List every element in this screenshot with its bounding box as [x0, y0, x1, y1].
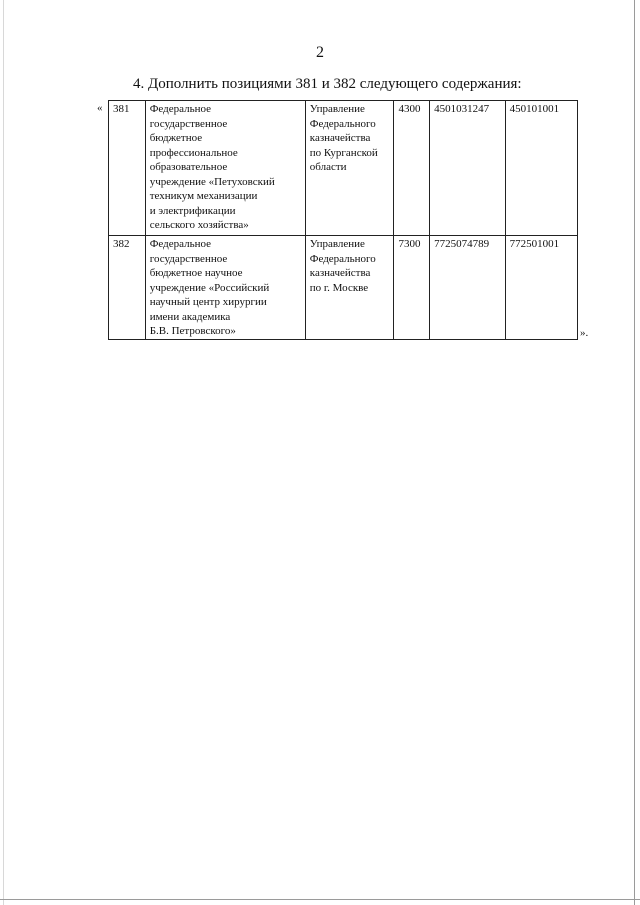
- treasury-code-cell: [394, 101, 430, 236]
- inn-cell: [430, 236, 505, 340]
- position-number: 382: [113, 238, 130, 250]
- inn-value: 7725074789: [434, 238, 490, 250]
- institution-name: Федеральное государственное бюджетное научное учреждение «Российский научный центр хирургии имени академика Б.В. Петровского»: [149, 238, 270, 337]
- treasury-code: 4300: [398, 103, 421, 115]
- position-number: 381: [113, 103, 130, 115]
- kpp-value: 450101001: [509, 103, 560, 115]
- table-row: [109, 236, 578, 340]
- treasury-code: 7300: [398, 238, 421, 250]
- treasury-body-cell: [305, 101, 394, 236]
- scan-edge-left: [3, 0, 4, 905]
- treasury-body-cell: [305, 236, 394, 340]
- institution-name-cell: [145, 101, 305, 236]
- kpp-cell: [505, 101, 577, 236]
- institution-name: Федеральное государственное бюджетное профессиональное образовательное учреждение «Петуховский техникум механизации и электрификации сельского хозяйства»: [149, 103, 275, 231]
- positions-table: [108, 100, 578, 340]
- position-number-cell: [109, 236, 146, 340]
- amendment-instruction: 4. Дополнить позициями 381 и 382 следующего содержания:: [133, 76, 522, 92]
- closing-quote-mark: ».: [580, 327, 589, 339]
- kpp-cell: [505, 236, 577, 340]
- opening-quote-mark: «: [97, 102, 103, 114]
- inn-cell: [430, 101, 505, 236]
- inn-value: 4501031247: [434, 103, 490, 115]
- kpp-value: 772501001: [509, 238, 560, 250]
- table-row: [109, 101, 578, 236]
- treasury-code-cell: [394, 236, 430, 340]
- treasury-body: Управление Федерального казначейства по Курганской области: [309, 103, 378, 173]
- scan-edge-bottom: [0, 899, 640, 900]
- page-number: 2: [316, 44, 324, 61]
- scan-edge-right: [634, 0, 635, 905]
- position-number-cell: [109, 101, 146, 236]
- institution-name-cell: [145, 236, 305, 340]
- treasury-body: Управление Федерального казначейства по г. Москве: [309, 238, 376, 294]
